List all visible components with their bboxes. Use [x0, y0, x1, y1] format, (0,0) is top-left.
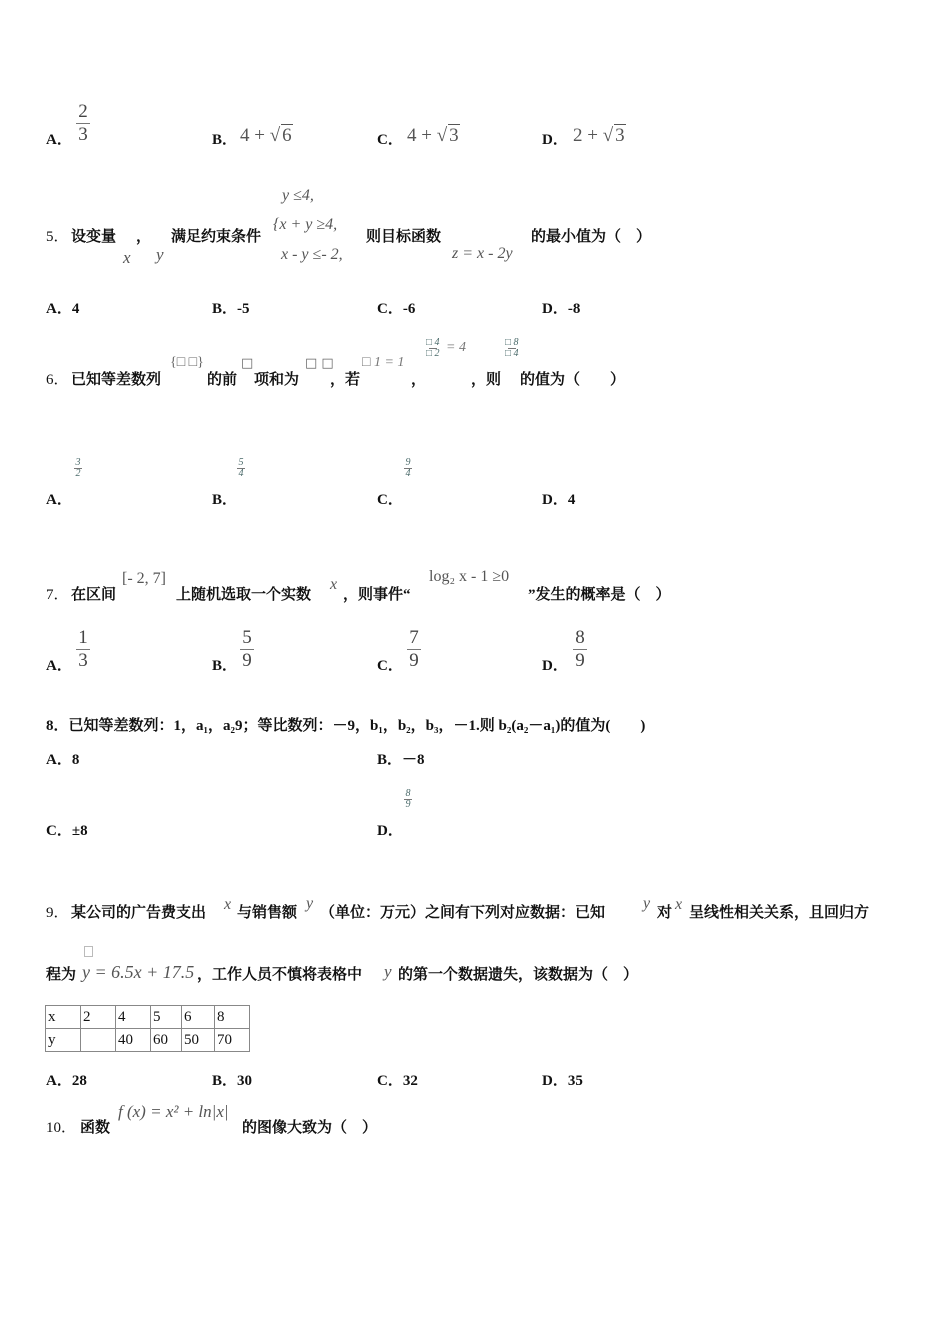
- denominator: 4: [238, 468, 244, 479]
- q9-option-a[interactable]: [46, 1069, 87, 1090]
- q9-text-4: 对: [657, 905, 673, 921]
- option-value: -6: [402, 301, 416, 317]
- option-value: -5: [237, 301, 250, 317]
- option-label: A．: [46, 1073, 72, 1089]
- numerator: 1: [78, 627, 88, 648]
- q4-option-c-expr: 4 + √ 3: [407, 125, 459, 146]
- q9-var-x: x: [224, 896, 232, 913]
- numerator: 5: [242, 627, 252, 648]
- q6-ratio-value: = 4: [446, 340, 466, 355]
- q6-option-b-fraction: [237, 458, 245, 479]
- option-label: A．: [46, 301, 72, 317]
- q9-var-y-3: y: [384, 962, 392, 981]
- numerator: 9: [405, 457, 411, 468]
- radicand: 3: [615, 125, 625, 146]
- q7-number: 7．: [46, 587, 69, 603]
- q6-a1: □ 1 = 1: [362, 355, 405, 370]
- table-cell: x: [46, 1006, 81, 1029]
- q8-text: 8．已知等差数列：1，a₁，a₂9；等比数列：－9，b₁，b₂，b₃，－1.则 b₂(a₂－a₁)的值为( ): [46, 718, 646, 734]
- table-cell: 5: [151, 1006, 182, 1029]
- q6-n-box: □: [241, 356, 254, 371]
- numerator: 3: [75, 457, 81, 468]
- table-row: [46, 1006, 250, 1029]
- numerator: 8: [575, 627, 585, 648]
- q7-option-c-label[interactable]: C．: [377, 658, 403, 674]
- option-label: C．: [377, 301, 403, 317]
- q9-text-5: 呈线性相关关系，且回归方: [689, 905, 870, 921]
- q7-text-3: ，则事件“: [343, 587, 411, 603]
- q5-text-3: 满足约束条件: [171, 229, 262, 245]
- q7-text-2: 上随机选取一个实数: [176, 587, 312, 603]
- q6-sequence: {□ □}: [170, 355, 204, 370]
- q9-regression-eq: y = 6.5x + 17.5: [82, 962, 195, 982]
- q5-var-x: x: [123, 248, 131, 267]
- q6-option-b-label[interactable]: B．: [212, 492, 238, 508]
- q5-constraint-2: {x + y ≥4,: [273, 216, 338, 233]
- q7-option-a-label[interactable]: A．: [46, 658, 72, 674]
- expr-prefix: 2 +: [573, 125, 603, 146]
- table-cell-missing: [81, 1029, 116, 1052]
- expr-prefix: 4 +: [240, 125, 270, 146]
- option-label: B．: [212, 1073, 238, 1089]
- q6-option-c-fraction: [404, 458, 412, 479]
- option-value: 28: [71, 1073, 87, 1089]
- option-label: A．: [46, 752, 72, 768]
- q4-option-c-label[interactable]: C．: [377, 132, 403, 148]
- q9-text-7: ，工作人员不慎将表格中: [197, 967, 363, 983]
- q7-text-4: ”发生的概率是（ ）: [528, 587, 671, 603]
- numerator: □ 8: [505, 337, 519, 348]
- q8-option-b[interactable]: [377, 748, 425, 769]
- q9-option-b[interactable]: [212, 1069, 252, 1090]
- q6-number: 6．: [46, 372, 69, 388]
- option-value: －8: [402, 752, 425, 768]
- option-value: 4: [567, 492, 576, 508]
- q10-number: 10．: [46, 1120, 77, 1136]
- q5-number: 5．: [46, 229, 69, 245]
- denominator: 3: [78, 650, 88, 671]
- option-value: -8: [567, 301, 581, 317]
- q7-option-a-fraction: [76, 628, 90, 671]
- q9-var-y: y: [306, 895, 314, 912]
- option-value: 35: [567, 1073, 583, 1089]
- q9-option-d[interactable]: [542, 1069, 583, 1090]
- numerator: □ 4: [426, 337, 440, 348]
- option-label: D．: [542, 492, 568, 508]
- q4-option-b-expr: 4 + √ 6: [240, 125, 292, 146]
- q7-option-d-fraction: [573, 628, 587, 671]
- q10-text-2: 的图像大致为（ ）: [242, 1120, 378, 1136]
- q9-hat-box: [84, 946, 93, 957]
- q6-ratio-fraction: [426, 338, 440, 359]
- q6-text-7: 的值为（ ）: [520, 372, 626, 388]
- q9-text-3: （单位：万元）之间有下列对应数据：已知: [320, 905, 606, 921]
- table-cell: 50: [182, 1029, 215, 1052]
- q6-option-a-label[interactable]: A．: [46, 492, 72, 508]
- option-label: B．: [212, 301, 238, 317]
- denominator: □ 4: [505, 348, 519, 359]
- q7-option-c-fraction: [407, 628, 421, 671]
- q5-constraint-3: x - y ≤- 2,: [281, 246, 343, 263]
- q9-var-x-2: x: [675, 896, 683, 913]
- q5-option-a[interactable]: [46, 297, 79, 318]
- option-value: ±8: [71, 823, 88, 839]
- table-cell: y: [46, 1029, 81, 1052]
- q7-interval: [- 2, 7]: [122, 570, 166, 587]
- q4-option-b-label[interactable]: B．: [212, 132, 238, 148]
- q7-var-x: x: [330, 576, 338, 593]
- denominator: 2: [75, 468, 81, 479]
- q7-option-d-label[interactable]: D．: [542, 658, 568, 674]
- q7-option-b-fraction: [240, 628, 254, 671]
- numerator: 5: [238, 457, 244, 468]
- q7-option-b-label[interactable]: B．: [212, 658, 238, 674]
- table-cell: 6: [182, 1006, 215, 1029]
- denominator: 9: [405, 799, 411, 810]
- q8-option-c[interactable]: [46, 819, 88, 840]
- option-label: B．: [377, 752, 403, 768]
- q9-text-6: 程为: [46, 967, 77, 983]
- option-value: 30: [237, 1073, 253, 1089]
- option-value: 32: [402, 1073, 418, 1089]
- q6-text-4: ，若: [330, 372, 361, 388]
- q6-text-6: ，则: [471, 372, 502, 388]
- option-label: C．: [377, 1073, 403, 1089]
- denominator: 3: [78, 124, 88, 145]
- denominator: 9: [242, 650, 252, 671]
- q6-text-5: ，: [411, 372, 427, 388]
- q6-option-a-fraction: [74, 458, 82, 479]
- q9-var-y-2: y: [643, 895, 651, 912]
- q4-option-a-fraction: [76, 102, 90, 145]
- q9-data-table: [45, 1005, 250, 1052]
- q5-constraint-1: y ≤4,: [282, 187, 314, 204]
- denominator: 4: [405, 468, 411, 479]
- q9-option-c[interactable]: [377, 1069, 418, 1090]
- q5-option-d[interactable]: [542, 297, 580, 318]
- q5-var-y: y: [156, 245, 164, 264]
- q8-option-d-fraction: [404, 789, 412, 810]
- q4-option-a-label[interactable]: A．: [46, 132, 72, 148]
- denominator: □ 2: [426, 348, 440, 359]
- q4-option-d-expr: 2 + √ 3: [573, 125, 625, 146]
- q6-text-1: 已知等差数列: [71, 372, 162, 388]
- table-row: [46, 1029, 250, 1052]
- q6-option-d[interactable]: [542, 488, 575, 509]
- denominator: 9: [409, 650, 419, 671]
- q9-text-1: 某公司的广告费支出: [71, 905, 207, 921]
- q5-objective: z = x - 2y: [452, 245, 513, 262]
- table-cell: 4: [116, 1006, 151, 1029]
- numerator: 7: [409, 627, 419, 648]
- q9-number: 9．: [46, 905, 69, 921]
- table-cell: 40: [116, 1029, 151, 1052]
- q7-text-1: 在区间: [71, 587, 117, 603]
- q10-text-1: 函数: [80, 1120, 111, 1136]
- q5-option-c[interactable]: [377, 297, 415, 318]
- q4-option-d-label[interactable]: D．: [542, 132, 568, 148]
- q8-option-a[interactable]: [46, 748, 79, 769]
- q6-ask-fraction: [505, 338, 519, 359]
- q9-text-8: 的第一个数据遗失，该数据为（ ）: [398, 967, 639, 983]
- q5-text-1: 设变量: [71, 229, 117, 245]
- option-label: D．: [542, 301, 568, 317]
- table-cell: 8: [215, 1006, 250, 1029]
- option-label: C．: [46, 823, 72, 839]
- expr-prefix: 4 +: [407, 125, 437, 146]
- option-value: 4: [71, 301, 80, 317]
- numerator: 2: [78, 101, 88, 122]
- radicand: 6: [282, 125, 292, 146]
- table-cell: 70: [215, 1029, 250, 1052]
- q5-option-b[interactable]: [212, 297, 250, 318]
- denominator: 9: [575, 650, 585, 671]
- q7-event: log₂ x - 1 ≥0: [429, 568, 510, 585]
- q9-text-2: 与销售额: [237, 905, 298, 921]
- q6-sn: □ □: [305, 356, 334, 371]
- q8-option-d-label[interactable]: D．: [377, 823, 403, 839]
- option-value: 8: [71, 752, 80, 768]
- table-cell: 2: [81, 1006, 116, 1029]
- table-cell: 60: [151, 1029, 182, 1052]
- q10-function: f (x) = x² + ln|x|: [118, 1102, 229, 1121]
- q5-text-4: 则目标函数: [366, 229, 442, 245]
- radicand: 3: [449, 125, 459, 146]
- q5-text-2: ，: [136, 229, 152, 245]
- q6-option-c-label[interactable]: C．: [377, 492, 403, 508]
- numerator: 8: [405, 788, 411, 799]
- q6-text-3: 项和为: [254, 372, 300, 388]
- option-label: D．: [542, 1073, 568, 1089]
- q6-text-2: 的前: [207, 372, 238, 388]
- q5-text-5: 的最小值为（ ）: [531, 229, 652, 245]
